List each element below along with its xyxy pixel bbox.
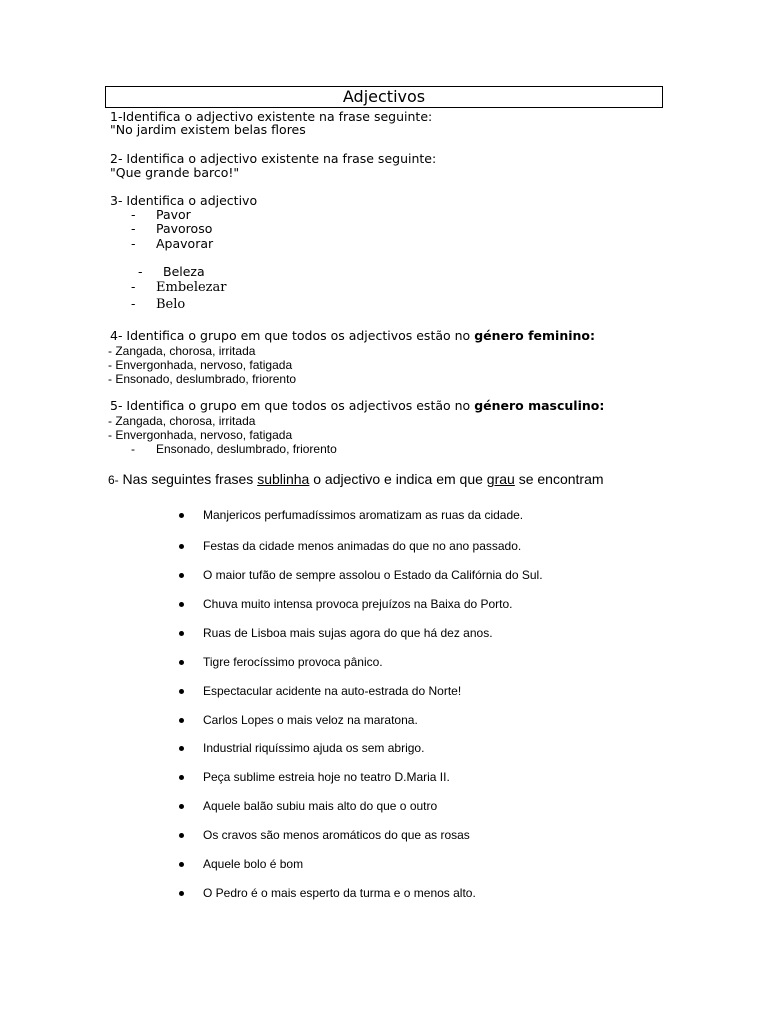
q6-sentence: Espectacular acidente na auto-estrada do Norte! <box>203 684 462 698</box>
q6-sentence: Peça sublime estreia hoje no teatro D.Maria II. <box>203 770 450 784</box>
q6-sentence: Os cravos são menos aromáticos do que as rosas <box>203 828 470 842</box>
bullet-icon <box>179 862 184 867</box>
q6-sentence: Festas da cidade menos animadas do que no ano passado. <box>203 539 522 553</box>
q4-option: - Envergonhada, nervoso, fatigada <box>108 358 293 372</box>
q6-sentence: Manjericos perfumadíssimos aromatizam as ruas da cidade. <box>203 508 524 522</box>
q4-prompt: 4- Identifica o grupo em que todos os adjectivos estão no género feminino: <box>110 328 595 343</box>
q2-prompt: 2- Identifica o adjectivo existente na frase seguinte: <box>110 151 437 166</box>
q1-prompt: 1-Identifica o adjectivo existente na frase seguinte: <box>110 109 433 124</box>
q3-option: - Belo <box>131 297 186 312</box>
q5-option: - Zangada, chorosa, irritada <box>108 414 256 428</box>
q3-option: - Pavoroso <box>131 221 213 236</box>
q6-sentence: Aquele balão subiu mais alto do que o outro <box>203 799 438 813</box>
q6-sentence: O Pedro é o mais esperto da turma e o menos alto. <box>203 886 476 900</box>
q6-sentence: Aquele bolo é bom <box>203 857 304 871</box>
bullet-icon <box>179 573 184 578</box>
q6-sentence: Industrial riquíssimo ajuda os sem abrigo. <box>203 741 425 755</box>
bullet-icon <box>179 513 184 518</box>
q5-option: - Envergonhada, nervoso, fatigada <box>108 428 293 442</box>
q6-sentence: Ruas de Lisboa mais sujas agora do que há dez anos. <box>203 626 493 640</box>
bullet-icon <box>179 602 184 607</box>
q6-sentence: Chuva muito intensa provoca prejuízos na Baixa do Porto. <box>203 597 513 611</box>
bullet-icon <box>179 746 184 751</box>
q3-option: - Pavor <box>131 207 191 222</box>
bullet-icon <box>179 833 184 838</box>
bullet-icon <box>179 631 184 636</box>
bullet-icon <box>179 718 184 723</box>
q6-sentence: O maior tufão de sempre assolou o Estado da Califórnia do Sul. <box>203 568 543 582</box>
bullet-icon <box>179 804 184 809</box>
q3-prompt: 3- Identifica o adjectivo <box>110 193 258 208</box>
page-title: Adjectivos <box>105 86 663 108</box>
q1-sentence: "No jardim existem belas flores <box>110 122 306 137</box>
q3-option: - Embelezar <box>131 280 227 295</box>
bullet-icon <box>179 689 184 694</box>
q6-sentence: Carlos Lopes o mais veloz na maratona. <box>203 713 418 727</box>
q2-sentence: "Que grande barco!" <box>110 165 240 180</box>
bullet-icon <box>179 544 184 549</box>
q6-prompt: 6- Nas seguintes frases sublinha o adjectivo e indica em que grau se encontram <box>108 471 604 487</box>
bullet-icon <box>179 660 184 665</box>
q6-sentence: Tigre ferocíssimo provoca pânico. <box>203 655 383 669</box>
q4-option: - Zangada, chorosa, irritada <box>108 344 256 358</box>
q3-option: - Beleza <box>138 264 205 279</box>
bullet-icon <box>179 775 184 780</box>
q5-option: - Ensonado, deslumbrado, friorento <box>131 442 337 456</box>
q3-option: - Apavorar <box>131 236 214 251</box>
q4-option: - Ensonado, deslumbrado, friorento <box>108 372 297 386</box>
q5-prompt: 5- Identifica o grupo em que todos os adjectivos estão no género masculino: <box>110 398 605 413</box>
bullet-icon <box>179 891 184 896</box>
